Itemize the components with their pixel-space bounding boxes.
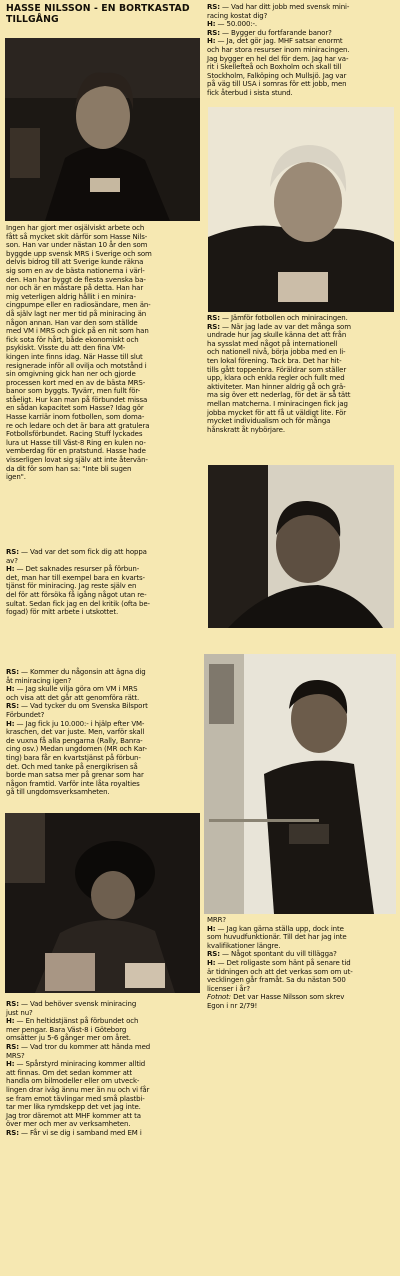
interview-block-col1b: RS: — Kommer du någonsin att ägna dig åt miniracing igen? H: — Jag skulle vilja göra om VM i MRS och visa att det går att genomföra rätt. RS: — Vad tycker du om Svenska Bilsport Förbundet? H: — Jag fick ju 10.000:- i hjälp efter VM- kraschen, det var juste. Men, varför skall de vuxna få alla pengarna (Rally, Banra- cing osv.) Medan ungdomen (MR och Kar- ting) bara får en kvartstjänst på förbun- det. Och med tanke på energikrisen så borde man satsa mer på grenar som har någon framtid. Varför inte låta royalties gå till ungdomsverksamheten. [6,668,148,797]
photo-hasse-radio-controller-image [204,654,396,914]
photo-hasse-portrait-2-image [208,107,394,312]
interview-block-col1c: RS: — Vad behöver svensk miniracing just nu? H: — En heltidstjänst på förbundet och mer pengar. Bara Väst-8 i Göteborg omsätter ju 5-6 gånger mer om året. RS: — Vad tror du kommer att hända med MRS? H: — Spårstyrd miniracing kommer alltid att finnas. Om det sedan kommer att handla om bilmodeller eller om utveck- lingen drar iväg ännu mer än nu och vi får se fram emot tävlingar med små plastbi- tar mer lika rymdskepp det vet jag inte. Jag tror däremot att MHF kommer att ta över mer och mer av verksamheten. RS: — Får vi se dig i samband med EM i [6,1000,151,1137]
photo-hasse-portrait-4-image [5,813,200,993]
photo-hasse-portrait-3 [208,465,394,628]
article-title: HASSE NILSSON - EN BORTKASTAD TILLGÅNG [6,3,190,25]
photo-hasse-portrait-1-image [5,38,200,221]
intro-text: Ingen har gjort mer osjälviskt arbete och fått så mycket skit därför som Hasse Nils- son. Han var under nästan 10 år den som byggde upp svensk MRS i Sverige och som delvis bidrog till att Sverige kunde räkna sig som en av de bästa nationerna i värl- den. Han har byggt de flesta svenska ba- nor och är en mästare på detta. Han har mig veterligen aldrig hållit i en minira- cingpumpe eller en radiosändare, men än- då själv lagt ner mer tid på miniracing än någon annan. Han var den som ställde med VM i MRS och gick på en nit som han fick sota för hårt, både ekonomiskt och psykiskt. Visste du att den fina VM- kingen inte finns idag. När Hasse till slut resignerade inför all ovilja och motstånd i sin omgivning gick han ner och gjorde processen kort med en av de bästa MRS- banor som byggts. Tyvärr, men fullt för- ståeligt. Hur kan man på förbundet missa en sådan kapacitet som Hasse? Idag gör Hasse karriär inom fotbollen, som doma- re och ledare och det är bara att gratulera Fotbollsförbundet. Racing Stuff lyckades lura ut Hasse till Väst-8 Ring en kulen no- vemberdag för en pratstund. Hasse hade visserligen lovat sig själv att inte återvän- da dit för som han sa: "Inte bli sugen igen". [6,224,152,482]
photo-hasse-radio-controller [204,654,396,914]
footnote: Fotnot: Det var Hasse Nilsson som skrev [207,993,345,1002]
photo-hasse-portrait-2 [208,107,394,312]
photo-hasse-portrait-3-image [208,465,394,628]
photo-hasse-portrait-1 [5,38,200,221]
interview-block-col1a: RS: — Vad var det som fick dig att hoppa av? H: — Det saknades resurser på förbun- det, man har till exempel bara en kvarts- tjänst för miniracing. Jag reste själv en del för att försöka få igång något utan re- sultat. Sedan fick jag en del kritik (ofta be- fogad) för mitt arbete i utskottet. [6,548,150,617]
photo-hasse-portrait-4 [5,813,200,993]
interview-block-col2b: RS: — Jämför fotbollen och miniracingen. RS: — När jag lade av var det många som undrade hur jag skulle känna det att från ha sysslat med något på internationell och nationell nivå, börja jobba med en li- ten lokal förening. Tack bra. Det har hit- tills gått toppenbra. Föräldrar som ställer upp, klara och enkla regler och fullt med aktiviteter. Man hinner aldrig gå och grä- ma sig över ett nederlag, för det är så tätt mellan matcherna. I miniracingen fick jag jobba mycket för att få ut väldigt lite. För mycket individualism och för många hånskratt åt nybörjare. [207,314,351,434]
interview-block-col2a: RS: — Vad har ditt jobb med svensk mini- racing kostat dig? H: — 50.000:-. RS: — Bygger du fortfarande banor? H: — Ja, det gör jag. MHF satsar enormt och har stora resurser inom miniracingen. Jag bygger en hel del för dem. Jag har va- rit i Skellefteå och Boxholm och skall till Stockholm, Falköping och Mullsjö. Jag var på väg till USA i somras för ett jobb, men fick återbud i sista stund. [207,3,350,97]
interview-block-col2c: MRR? H: — Jag kan gärna ställa upp, dock inte som huvudfunktionär. Till det har jag inte kvalifikationer längre. RS: — Något spontant du vill tillägga? H: — Det roligaste som hänt på senare tid är tidningen och att det verkas som om ut- vecklingen går framåt. Sa du nästan 500 licenser i år? Fotnot: Det var Hasse Nilsson som skrev Egon i nr 2/79! [207,916,397,1011]
